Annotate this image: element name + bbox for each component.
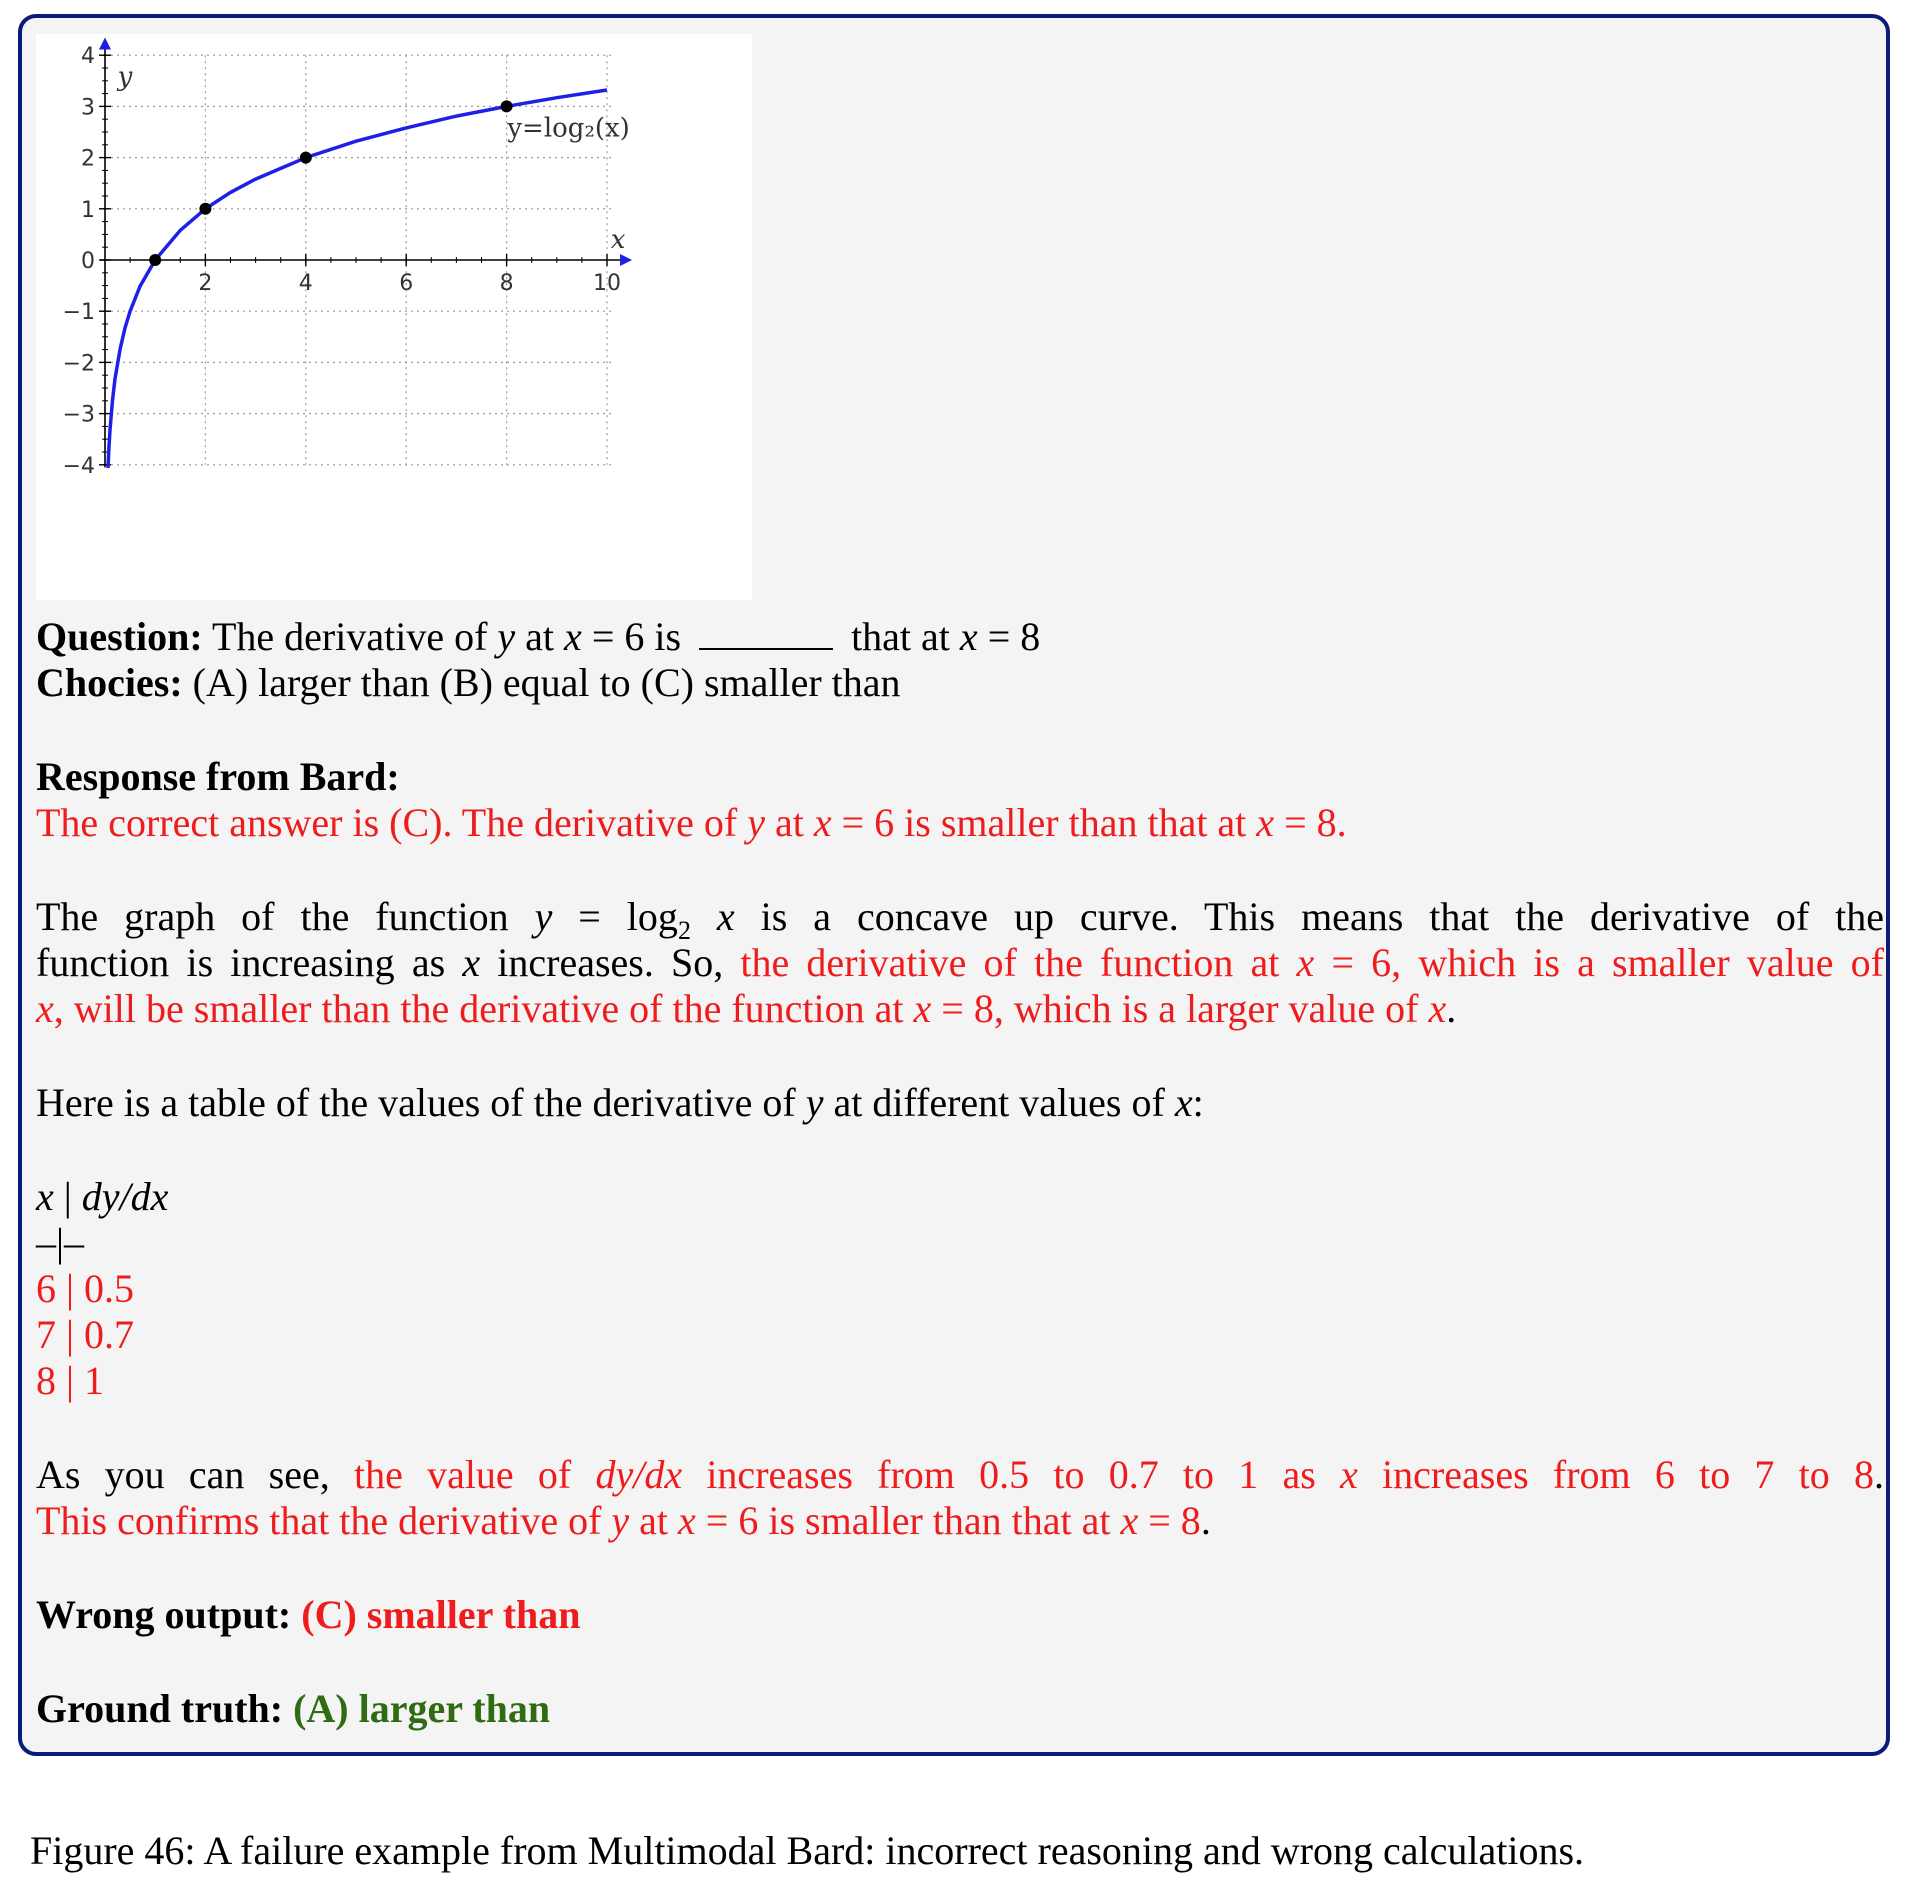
resp-p2-red2: = 6, which is a smaller value of bbox=[1314, 940, 1884, 985]
x-tick-label-0: 2 bbox=[198, 271, 213, 296]
question-var-x2: x bbox=[959, 614, 978, 659]
resp-p3-y: y bbox=[805, 1080, 824, 1125]
ground-truth-line bbox=[36, 1686, 1886, 1732]
resp-p2-c: function is increasing as bbox=[36, 940, 463, 985]
resp-p4-line1 bbox=[36, 1452, 1884, 1498]
choices-text: (A) larger than (B) equal to (C) smaller than bbox=[192, 660, 901, 705]
resp-p2-x4: x bbox=[36, 986, 54, 1031]
table-header-x: x bbox=[36, 1174, 54, 1219]
table-header bbox=[36, 1174, 1886, 1220]
resp-p4-dydx: dy/dx bbox=[595, 1452, 683, 1497]
question-var-y: y bbox=[497, 614, 516, 659]
log-plot bbox=[36, 34, 752, 600]
figure-caption: Figure 46: A failure example from Multimodal Bard: incorrect reasoning and wrong calculations. bbox=[30, 1828, 1585, 1873]
resp-p2-eq: = log bbox=[552, 894, 678, 939]
resp-p2-x2: x bbox=[462, 940, 481, 985]
x-tick-label-3: 8 bbox=[499, 271, 514, 296]
resp-p4-line2 bbox=[36, 1498, 1886, 1544]
table-rule: –|– bbox=[36, 1220, 85, 1265]
y-tick-label-8: 4 bbox=[81, 44, 95, 70]
resp-p4-x2: x bbox=[678, 1498, 696, 1543]
question-label: Question: bbox=[36, 614, 203, 659]
resp-p2-end: . bbox=[1446, 986, 1457, 1031]
choices-label: Chocies: bbox=[36, 660, 183, 705]
resp-p4-red6: = 6 is smaller than that at bbox=[695, 1498, 1121, 1543]
x-tick-label-1: 4 bbox=[298, 271, 313, 296]
x-axis-arrow bbox=[620, 254, 632, 266]
resp-p2-x: x bbox=[716, 894, 735, 939]
question-text-c: that at bbox=[841, 614, 960, 659]
y-tick-label-5: 1 bbox=[81, 197, 95, 223]
choices-line bbox=[36, 660, 1886, 706]
resp-p2-line2 bbox=[36, 940, 1884, 986]
question-eq6: = 6 is bbox=[581, 614, 692, 659]
wrong-output-value: (C) smaller than bbox=[301, 1592, 581, 1637]
resp-p4-red3: increases from 6 to 7 to 8 bbox=[1357, 1452, 1875, 1497]
resp-l1-y: y bbox=[747, 800, 765, 845]
wrong-output-line bbox=[36, 1592, 1886, 1638]
resp-l1-b: at bbox=[764, 800, 814, 845]
question-text-a: The derivative of bbox=[211, 614, 498, 659]
y-tick-label-4: 0 bbox=[81, 249, 95, 274]
resp-p3-line bbox=[36, 1080, 1886, 1126]
question-blank bbox=[699, 614, 833, 650]
resp-p3-c: : bbox=[1192, 1080, 1204, 1125]
resp-p4-red1: the value of bbox=[353, 1452, 596, 1497]
resp-p4-red2: increases from 0.5 to 0.7 to 1 as bbox=[682, 1452, 1341, 1497]
x-tick-label-4: 10 bbox=[593, 271, 621, 296]
resp-l1-x2: x bbox=[1256, 800, 1275, 845]
table-row-8: 8 | 1 bbox=[36, 1358, 105, 1403]
resp-l1-x: x bbox=[813, 800, 832, 845]
resp-p2-line3 bbox=[36, 986, 1886, 1032]
resp-p4-a: As you can see, bbox=[36, 1452, 354, 1497]
wrong-output-label: Wrong output: bbox=[36, 1592, 292, 1637]
resp-p4-end: . bbox=[1200, 1498, 1211, 1543]
resp-p2-red3: , will be smaller than the derivative of the function at bbox=[53, 986, 914, 1031]
table-row-6: 6 | 0.5 bbox=[36, 1266, 135, 1311]
resp-p4-x: x bbox=[1340, 1452, 1358, 1497]
data-point-1 bbox=[199, 203, 211, 215]
resp-p2-x3: x bbox=[1296, 940, 1315, 985]
table-header-dydx: dy/dx bbox=[81, 1174, 169, 1219]
resp-p2-x5: x bbox=[913, 986, 932, 1031]
y-axis-arrow bbox=[99, 38, 111, 50]
resp-p4-dot: . bbox=[1874, 1452, 1885, 1497]
question-var-x: x bbox=[564, 614, 582, 659]
resp-p2-sub: 2 bbox=[677, 916, 691, 945]
log-plot-svg bbox=[36, 34, 752, 600]
resp-p2-d: increases. So, bbox=[480, 940, 741, 985]
log-curve bbox=[108, 90, 607, 468]
table-row-7: 7 | 0.7 bbox=[36, 1312, 135, 1357]
resp-p4-y: y bbox=[611, 1498, 630, 1543]
data-point-2 bbox=[300, 152, 312, 164]
table-header-sep: | bbox=[53, 1174, 82, 1219]
resp-p4-x3: x bbox=[1120, 1498, 1139, 1543]
y-tick-label-6: 2 bbox=[81, 146, 95, 172]
y-tick-label-2: −2 bbox=[62, 351, 95, 377]
x-tick-label-2: 6 bbox=[399, 271, 414, 296]
y-tick-label-0: −4 bbox=[62, 453, 95, 479]
resp-l1-a: The correct answer is (C). The derivative of bbox=[36, 800, 748, 845]
resp-p2-red1: the derivative of the function at bbox=[740, 940, 1297, 985]
resp-p2-line1 bbox=[36, 894, 1885, 945]
resp-p2-y: y bbox=[534, 894, 553, 939]
y-tick-label-1: −3 bbox=[62, 402, 95, 428]
ground-truth-value: (A) larger than bbox=[293, 1686, 551, 1731]
resp-p2-a: The graph of the function bbox=[36, 894, 535, 939]
resp-p4-red5: at bbox=[629, 1498, 679, 1543]
data-point-3 bbox=[501, 100, 513, 112]
response-label: Response from Bard: bbox=[36, 754, 400, 799]
x-axis-label: x bbox=[610, 225, 626, 255]
response-answer-line bbox=[36, 800, 1886, 846]
resp-p4-red7: = 8 bbox=[1138, 1498, 1201, 1543]
resp-p2-x6: x bbox=[1428, 986, 1447, 1031]
resp-p4-red4: This confirms that the derivative of bbox=[36, 1498, 612, 1543]
resp-p2-b: is a concave up curve. This means that the derivative of the bbox=[734, 894, 1885, 939]
y-axis-label: y bbox=[117, 62, 133, 93]
ground-truth-label: Ground truth: bbox=[36, 1686, 284, 1731]
resp-p2-red4: = 8, which is a larger value of bbox=[931, 986, 1429, 1031]
resp-l1-d: = 8. bbox=[1274, 800, 1347, 845]
y-tick-label-7: 3 bbox=[81, 95, 95, 121]
function-label: y=log₂(x) bbox=[507, 113, 630, 144]
data-point-0 bbox=[149, 254, 161, 266]
y-tick-label-3: −1 bbox=[62, 300, 95, 326]
question-eq8: = 8 bbox=[977, 614, 1041, 659]
resp-p3-a: Here is a table of the values of the derivative of bbox=[36, 1080, 806, 1125]
resp-p3-b: at different values of bbox=[823, 1080, 1175, 1125]
question-text-b: at bbox=[515, 614, 565, 659]
resp-l1-c: = 6 is smaller than that at bbox=[831, 800, 1257, 845]
question-line bbox=[36, 614, 1886, 660]
resp-p3-x: x bbox=[1174, 1080, 1193, 1125]
